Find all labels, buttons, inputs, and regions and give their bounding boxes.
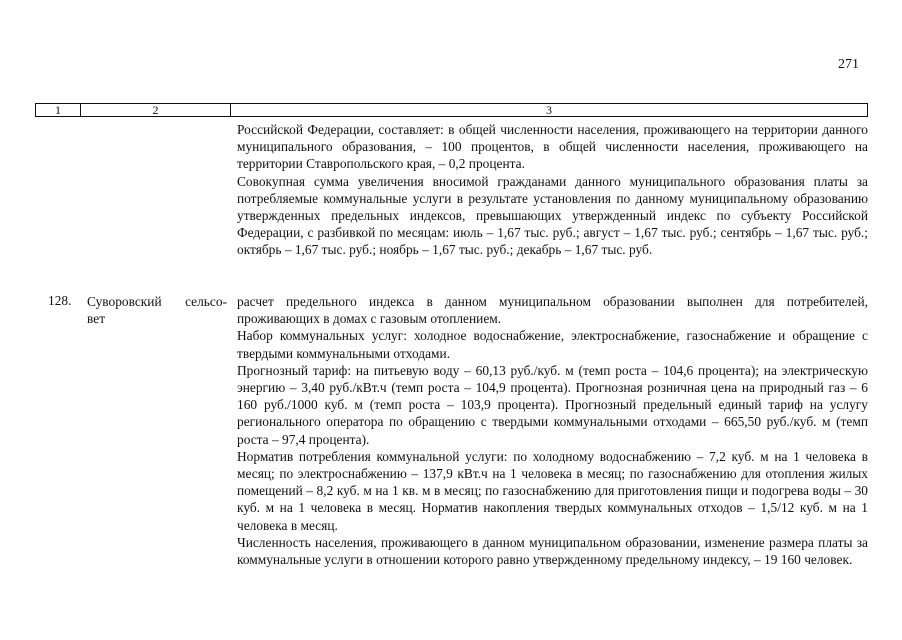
column-header-2: 2 (81, 104, 231, 116)
entry-paragraph: Норматив потребления коммунальной услуги: по холодному водоснабжению – 7,2 куб. м на 1 человека в месяц; по электроснабжению – 137,9 кВт.ч на 1 человека в месяц; по газоснабжению для отопления жилых помещений – 8,2 куб. м на 1 кв. м в месяц; по газоснабжению для приготовления пищи и подогрева воды – 30 куб. м на 1 человека в месяц. Норматив накопления твердых коммунальных отходов – 1,5/12 куб. м на 1 человека в месяц. (237, 448, 868, 533)
continuation-paragraph: Российской Федерации, составляет: в общей численности населения, проживающего на территории данного муниципального образования, – 100 процентов, в общей численности населения, проживающего на территории Ставропольского края, – 0,2 процента. (237, 122, 868, 172)
entry-name-part: сельсо- (185, 294, 227, 309)
entry-number: 128. (48, 293, 72, 308)
entry-description (237, 293, 868, 568)
continuation-block (237, 121, 868, 259)
entry-paragraph: Набор коммунальных услуг: холодное водоснабжение, электроснабжение, газоснабжение и обращение с твердыми коммунальными отходами. (237, 328, 868, 361)
entry-name-part: Суворовский (87, 294, 162, 309)
column-header-3: 3 (546, 103, 552, 117)
table-header (35, 103, 868, 117)
entry-paragraph: Численность населения, проживающего в данном муниципальном образовании, изменение размера платы за коммунальные услуги в отношении которого равно утвержденному предельному индексу, – 19 160 человек. (237, 534, 868, 568)
entry-name (87, 293, 227, 327)
page-number: 271 (838, 57, 859, 72)
entry-paragraph: Прогнозный тариф: на питьевую воду – 60,13 руб./куб. м (темп роста – 104,6 процента); на электрическую энергию – 3,40 руб./кВт.ч (темп роста – 104,9 процента). Прогнозная розничная цена на природный газ – 6 160 руб./1000 куб. м (темп роста – 103,9 процента). Прогнозный предельный единый тариф на услугу регионального оператора по обращению с твердыми коммунальными отходами – 665,50 руб./куб. м (темп роста – 97,4 процента). (237, 362, 868, 447)
entry-paragraph: расчет предельного индекса в данном муниципальном образовании выполнен для потребителей, проживающих в домах с газовым отоплением. (237, 294, 868, 327)
column-header-1: 1 (36, 104, 81, 116)
continuation-paragraph: Совокупная сумма увеличения вносимой гражданами данного муниципального образования платы за потребляемые коммунальные услуги в результате установления по данному муниципальному образованию утвержденных предельных индексов, превышающих утвержденный индекс по субъекту Российской Федерации, с разбивкой по месяцам: июль – 1,67 тыс. руб.; август – 1,67 тыс. руб.; сентябрь – 1,67 тыс. руб.; октябрь – 1,67 тыс. руб.; ноябрь – 1,67 тыс. руб.; декабрь – 1,67 тыс. руб. (237, 173, 868, 258)
entry-name-part: вет (87, 311, 106, 327)
